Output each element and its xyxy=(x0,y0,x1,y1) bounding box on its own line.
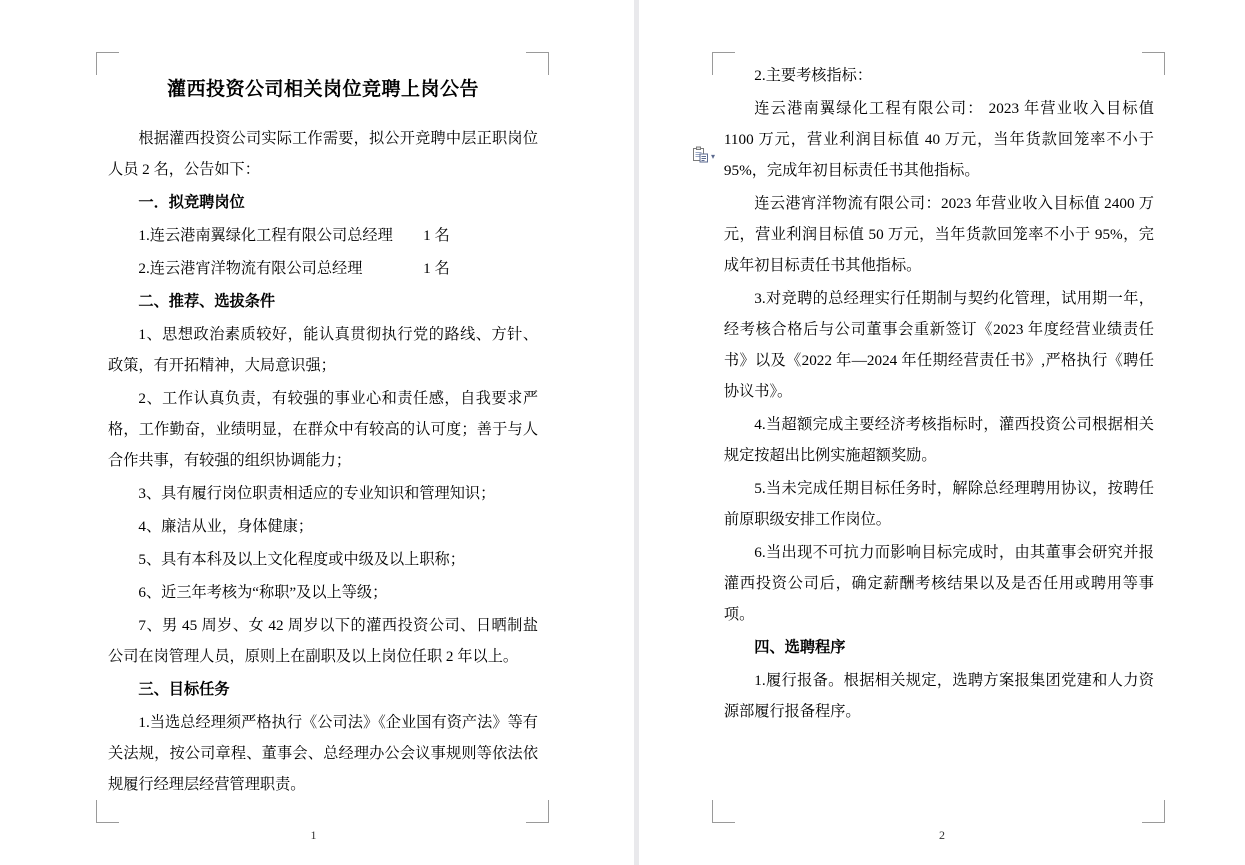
paragraph: 2.主要考核指标： xyxy=(754,67,872,84)
list-item: 2.连云港宵洋物流有限公司总经理 1 名 xyxy=(138,260,450,277)
paragraph: 4、廉洁从业，身体健康； xyxy=(138,518,314,535)
paragraph: 1.当选总经理须严格执行《公司法》《企业国有资产法》等有关法规，按公司章程、董事会、总经理办公会议事规则等依法依规履行经理层经营管理职责。 xyxy=(108,714,538,793)
section-heading: 三、目标任务 xyxy=(138,681,230,698)
paste-options-button[interactable] xyxy=(692,146,715,163)
crop-mark-bottom-right xyxy=(526,800,549,823)
paragraph: 4.当超额完成主要经济考核指标时，灌西投资公司根据相关规定按超出比例实施超额奖励。 xyxy=(723,416,1154,464)
page-number: 2 xyxy=(938,828,945,842)
document-page-2 xyxy=(639,0,1245,865)
paragraph: 7、男 45 周岁、女 42 周岁以下的灌西投资公司、日晒制盐公司在岗管理人员，原则上在副职及以上岗位任职 2 年以上。 xyxy=(108,617,538,665)
list-item: 1.连云港南翼绿化工程有限公司总经理 1 名 xyxy=(138,227,450,244)
paragraph: 6.当出现不可抗力而影响目标完成时，由其董事会研究并报灌西投资公司后，确定薪酬考核结果以及是否任用或聘用等事项。 xyxy=(723,544,1154,623)
paragraph: 5.当未完成任期目标任务时，解除总经理聘用协议，按聘任前原职级安排工作岗位。 xyxy=(723,480,1154,528)
page-number: 1 xyxy=(310,828,317,842)
crop-mark-bottom-right xyxy=(1142,800,1165,823)
paragraph: 连云港南翼绿化工程有限公司： 2023 年营业收入目标值 1100 万元，营业利润目标值 40 万元，当年货款回笼率不小于 95%，完成年初目标责任书其他指标。 xyxy=(723,100,1154,179)
page-title: 灌西投资公司相关岗位竞聘上岗公告 xyxy=(166,79,479,100)
section-heading: 一．拟竞聘岗位 xyxy=(138,194,245,211)
paragraph: 3、具有履行岗位职责相适应的专业知识和管理知识； xyxy=(138,485,496,502)
paste-options-icon[interactable] xyxy=(692,146,709,163)
paragraph: 5、具有本科及以上文化程度或中级及以上职称； xyxy=(138,551,465,568)
paragraph: 1、思想政治素质较好，能认真贯彻执行党的路线、方针、政策，有开拓精神，大局意识强； xyxy=(108,326,538,374)
section-heading: 二、推荐、选拔条件 xyxy=(138,293,276,310)
page-1-content xyxy=(108,60,538,802)
paragraph: 6、近三年考核为“称职”及以上等级； xyxy=(138,584,388,601)
crop-mark-bottom-left xyxy=(712,800,735,823)
paragraph: 2、工作认真负责，有较强的事业心和责任感，自我要求严格，工作勤奋，业绩明显，在群众中有较高的认可度；善于与人合作共事，有较强的组织协调能力； xyxy=(108,390,538,469)
chevron-down-icon[interactable]: ▾ xyxy=(711,151,716,161)
paragraph: 根据灌西投资公司实际工作需要，拟公开竞聘中层正职岗位人员 2 名，公告如下： xyxy=(108,130,538,178)
page-2-content xyxy=(724,60,1154,729)
paragraph: 3.对竞聘的总经理实行任期制与契约化管理，试用期一年，经考核合格后与公司董事会重新签订《2023 年度经营业绩责任书》以及《2022 年—2024 年任期经营责任书》,严格执行《聘任协议书》。 xyxy=(723,290,1154,400)
crop-mark-bottom-left xyxy=(96,800,119,823)
paragraph: 1.履行报备。根据相关规定，选聘方案报集团党建和人力资源部履行报备程序。 xyxy=(723,672,1154,720)
paragraph: 连云港宵洋物流有限公司：2023 年营业收入目标值 2400 万元，营业利润目标值 50 万元，当年货款回笼率不小于 95%，完成年初目标责任书其他指标。 xyxy=(723,195,1154,274)
section-heading: 四、选聘程序 xyxy=(754,639,846,656)
